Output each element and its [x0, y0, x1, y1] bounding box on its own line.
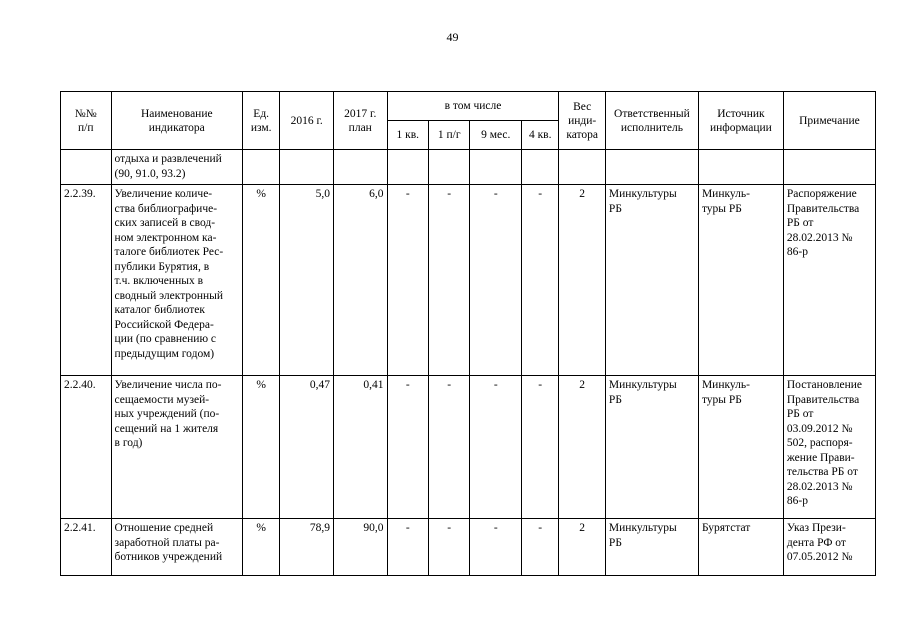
row-indicator-name: Увеличение числа по- сещаемости музей- ных учреждений (по- сещений на 1 жителя в год)	[111, 376, 242, 519]
row-h1: -	[429, 376, 470, 519]
header-note: Примечание	[783, 92, 875, 150]
row-note: Распоряжение Правительства РБ от 28.02.2013 № 86-р	[783, 185, 875, 376]
row-9m: -	[470, 519, 522, 576]
row-2017-plan: 6,0	[333, 185, 387, 376]
header-9m: 9 мес.	[470, 121, 522, 150]
row-q1: -	[387, 185, 428, 376]
row-note: Указ Прези- дента РФ от 07.05.2012 №	[783, 519, 875, 576]
row-weight: 2	[559, 519, 606, 576]
row-note	[783, 150, 875, 185]
row-weight	[559, 150, 606, 185]
row-responsible	[605, 150, 698, 185]
table-row	[61, 376, 876, 519]
row-note: Постановление Правительства РБ от 03.09.2012 № 502, распоря- жение Прави- тельства РБ от 28.02.2013 № 86-р	[783, 376, 875, 519]
header-unit: Ед. изм.	[242, 92, 279, 150]
row-2016: 78,9	[280, 519, 334, 576]
row-2016: 0,47	[280, 376, 334, 519]
row-responsible: Минкультуры РБ	[605, 519, 698, 576]
row-2017-plan	[333, 150, 387, 185]
header-including: в том числе	[387, 92, 559, 121]
row-num	[61, 150, 112, 185]
row-q1: -	[387, 519, 428, 576]
header-q4: 4 кв.	[522, 121, 559, 150]
row-h1: -	[429, 185, 470, 376]
row-2016	[280, 150, 334, 185]
table-row	[61, 150, 876, 185]
row-source: Минкуль- туры РБ	[698, 376, 783, 519]
header-2016: 2016 г.	[280, 92, 334, 150]
row-indicator-name: отдыха и развлечений (90, 91.0, 93.2)	[111, 150, 242, 185]
row-h1	[429, 150, 470, 185]
row-num: 2.2.39.	[61, 185, 112, 376]
row-2016: 5,0	[280, 185, 334, 376]
page-number: 49	[446, 30, 459, 44]
row-9m: -	[470, 376, 522, 519]
header-source: Источник информации	[698, 92, 783, 150]
row-unit	[242, 150, 279, 185]
row-num: 2.2.40.	[61, 376, 112, 519]
header-weight: Вес инди- катора	[559, 92, 606, 150]
header-responsible: Ответственный исполнитель	[605, 92, 698, 150]
row-weight: 2	[559, 185, 606, 376]
header-h1: 1 п/г	[429, 121, 470, 150]
row-q1	[387, 150, 428, 185]
header-indicator-name: Наименование индикатора	[111, 92, 242, 150]
row-q4: -	[522, 185, 559, 376]
header-2017-plan: 2017 г. план	[333, 92, 387, 150]
row-2017-plan: 0,41	[333, 376, 387, 519]
row-q1: -	[387, 376, 428, 519]
row-unit: %	[242, 185, 279, 376]
table-row	[61, 519, 876, 576]
row-q4	[522, 150, 559, 185]
table-row	[61, 185, 876, 376]
row-num: 2.2.41.	[61, 519, 112, 576]
row-indicator-name: Увеличение количе- ства библиографиче- ских записей в свод- ном электронном ка- талоге библиотек Рес- публики Бурятия, в т.ч. включенных в сводный электронный каталог библиотек Российской Федера- ции (по сравнению с предыдущим годом)	[111, 185, 242, 376]
row-unit: %	[242, 376, 279, 519]
row-q4: -	[522, 376, 559, 519]
row-h1: -	[429, 519, 470, 576]
row-responsible: Минкультуры РБ	[605, 376, 698, 519]
row-2017-plan: 90,0	[333, 519, 387, 576]
header-num: №№ п/п	[61, 92, 112, 150]
row-q4: -	[522, 519, 559, 576]
row-source: Минкуль- туры РБ	[698, 185, 783, 376]
row-source	[698, 150, 783, 185]
row-indicator-name: Отношение средней заработной платы ра- ботников учреждений	[111, 519, 242, 576]
row-unit: %	[242, 519, 279, 576]
row-9m	[470, 150, 522, 185]
row-9m: -	[470, 185, 522, 376]
row-source: Бурятстат	[698, 519, 783, 576]
row-responsible: Минкультуры РБ	[605, 185, 698, 376]
header-q1: 1 кв.	[387, 121, 428, 150]
row-weight: 2	[559, 376, 606, 519]
indicators-table	[60, 91, 876, 576]
